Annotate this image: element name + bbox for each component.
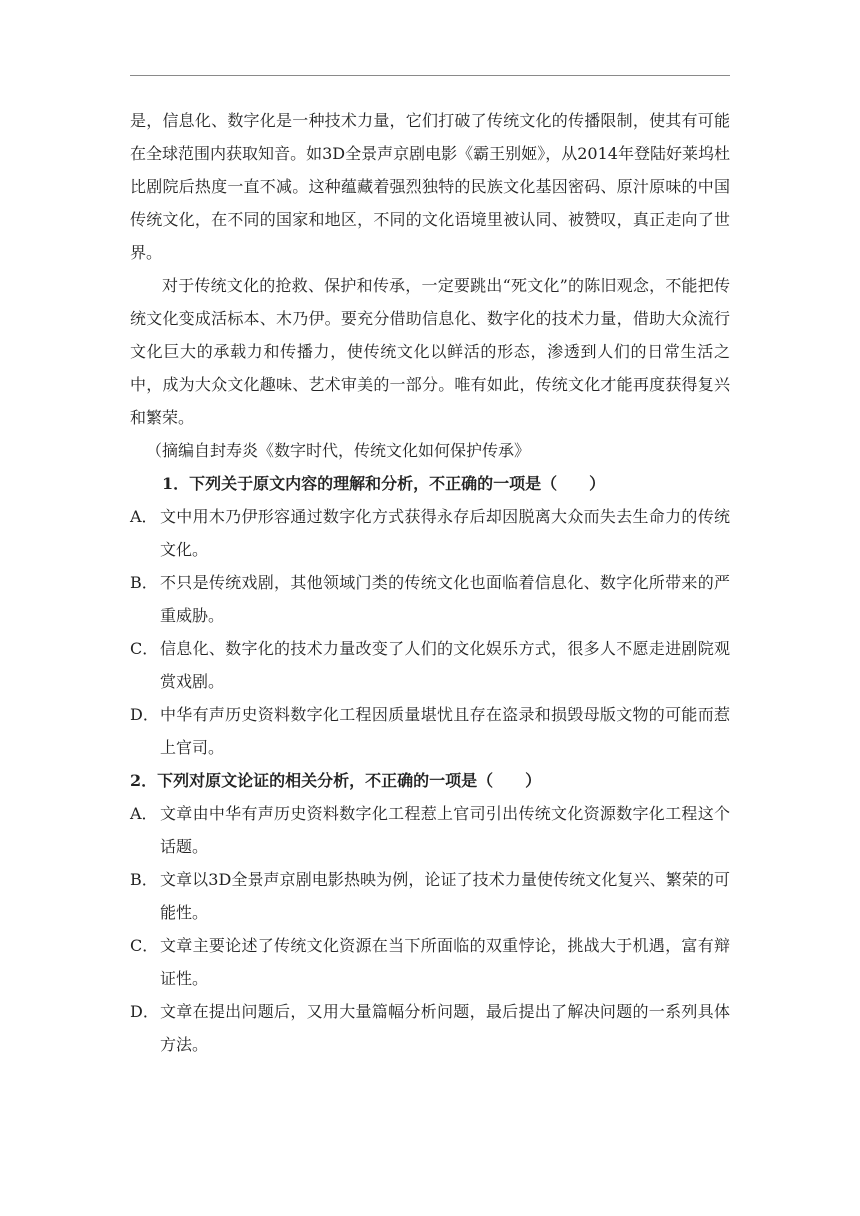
document-body [130, 104, 730, 1061]
question-2-stem: 2．下列对原文论证的相关分析，不正确的一项是（ ） [130, 771, 542, 790]
question-2-option-a[interactable] [130, 797, 730, 863]
option-text: 不只是传统戏剧，其他领域门类的传统文化也面临着信息化、数字化所带来的严重威胁。 [160, 573, 730, 625]
option-letter: A． [130, 507, 158, 526]
question-1-option-b[interactable] [130, 566, 730, 632]
question-2-option-b[interactable] [130, 863, 730, 929]
option-text: 文章由中华有声历史资料数字化工程惹上官司引出传统文化资源数字化工程这个话题。 [160, 804, 730, 856]
header-rule [130, 75, 730, 76]
question-2-option-c[interactable] [130, 929, 730, 995]
option-text: 文中用木乃伊形容通过数字化方式获得永存后却因脱离大众而失去生命力的传统文化。 [160, 507, 730, 559]
option-letter: C． [130, 639, 159, 658]
question-1-option-d[interactable] [130, 698, 730, 764]
source-citation: （摘编自封寿炎《数字时代，传统文化如何保护传承》 [146, 441, 531, 460]
question-2-option-d[interactable] [130, 995, 730, 1061]
paragraph-continued: 是，信息化、数字化是一种技术力量，它们打破了传统文化的传播限制，使其有可能在全球范围内获取知音。如3D全景声京剧电影《霸王别姬》，从2014年登陆好莱坞杜比剧院后热度一直不减。这种蕴藏着强烈独特的民族文化基因密码、原汁原味的中国传统文化，在不同的国家和地区，不同的文化语境里被认同、被赞叹，真正走向了世界。 [130, 111, 730, 262]
option-letter: B． [130, 870, 158, 889]
option-letter: D． [130, 1002, 159, 1021]
option-letter: D． [130, 705, 159, 724]
option-letter: A． [130, 804, 158, 823]
option-text: 文章在提出问题后，又用大量篇幅分析问题，最后提出了解决问题的一系列具体方法。 [160, 1002, 730, 1054]
question-1-stem: 1．下列关于原文内容的理解和分析，不正确的一项是（ ） [162, 474, 606, 493]
question-1-option-c[interactable] [130, 632, 730, 698]
option-letter: B． [130, 573, 158, 592]
paragraph-conclusion: 对于传统文化的抢救、保护和传承，一定要跳出“死文化”的陈旧观念，不能把传统文化变成活标本、木乃伊。要充分借助信息化、数字化的技术力量，借助大众流行文化巨大的承载力和传播力，使传统文化以鲜活的形态，渗透到人们的日常生活之中，成为大众文化趣味、艺术审美的一部分。唯有如此，传统文化才能再度获得复兴和繁荣。 [130, 276, 730, 427]
option-text: 文章以3D全景声京剧电影热映为例，论证了技术力量使传统文化复兴、繁荣的可能性。 [160, 870, 730, 922]
option-text: 文章主要论述了传统文化资源在当下所面临的双重悖论，挑战大于机遇，富有辩证性。 [160, 936, 730, 988]
option-letter: C． [130, 936, 159, 955]
option-text: 信息化、数字化的技术力量改变了人们的文化娱乐方式，很多人不愿走进剧院观赏戏剧。 [160, 639, 730, 691]
question-1-option-a[interactable] [130, 500, 730, 566]
option-text: 中华有声历史资料数字化工程因质量堪忧且存在盗录和损毁母版文物的可能而惹上官司。 [160, 705, 730, 757]
